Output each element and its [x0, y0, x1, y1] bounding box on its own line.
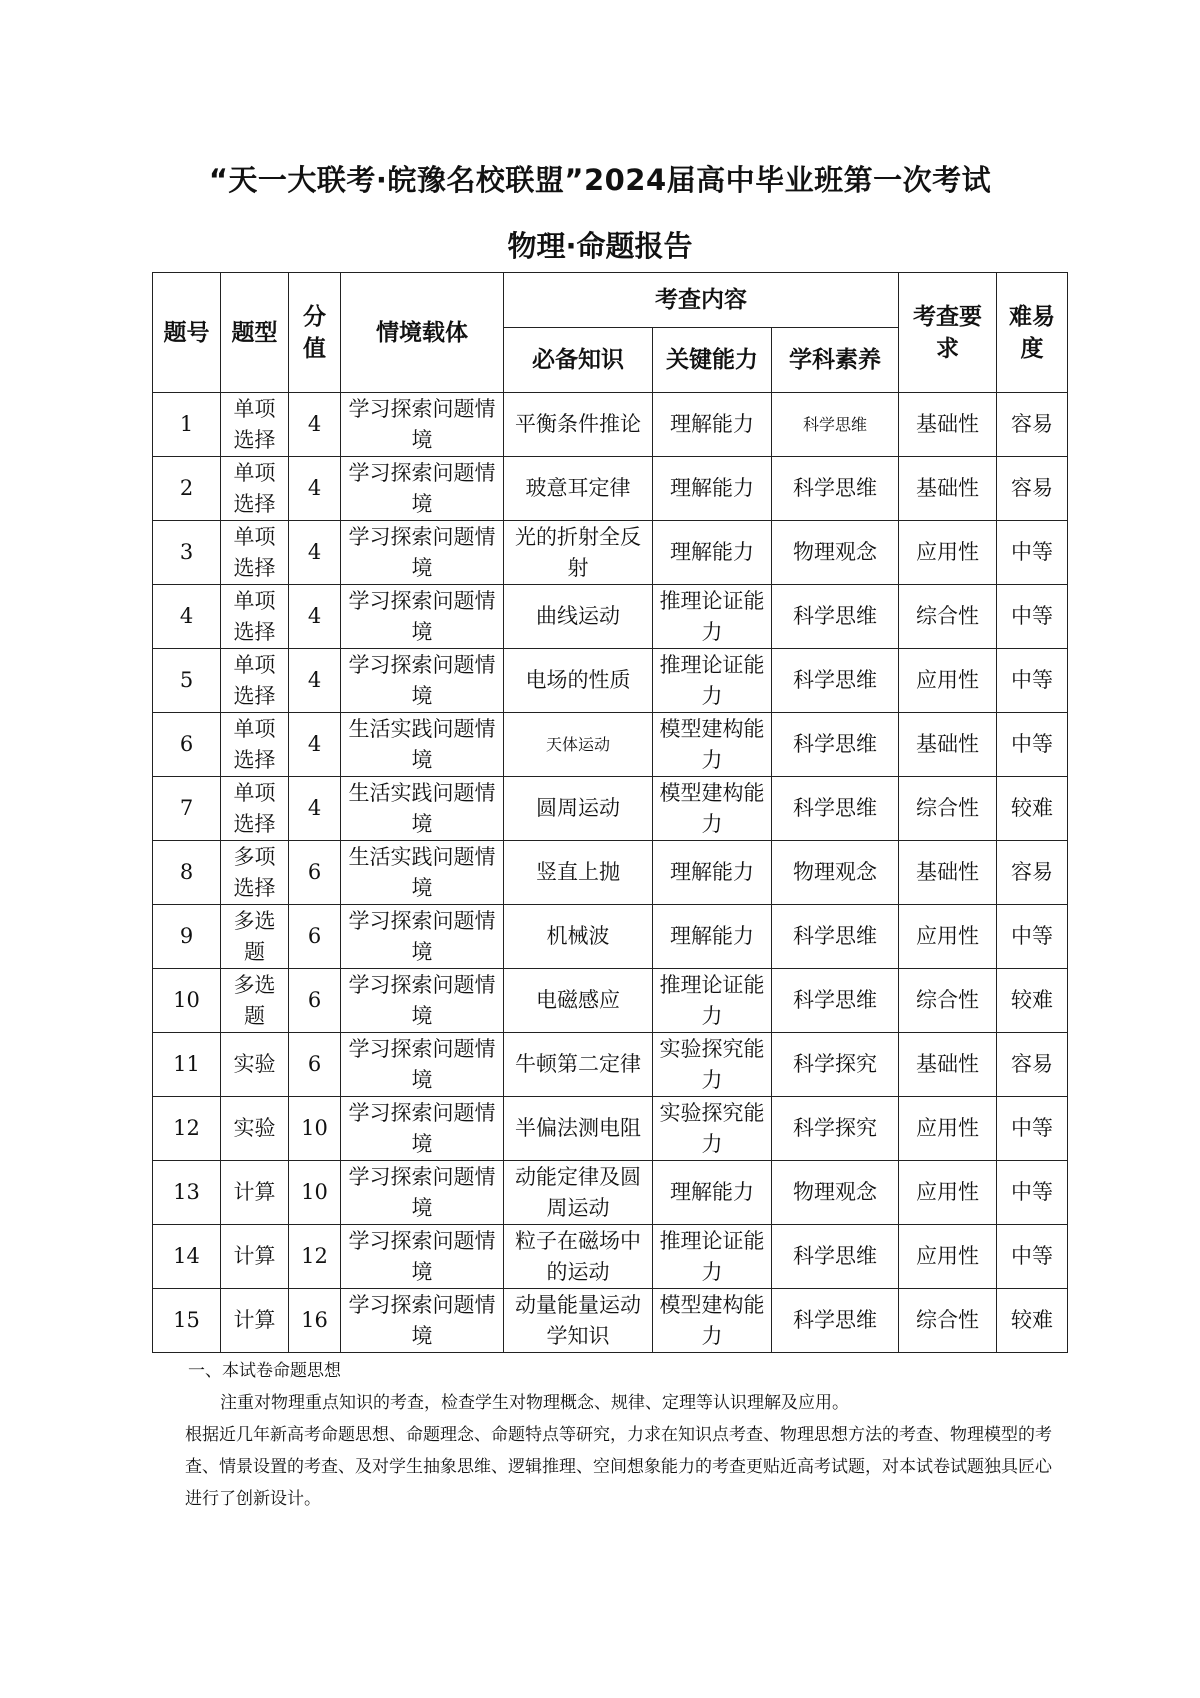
cell-requirement: 应用性: [899, 1097, 997, 1161]
cell-literacy: 科学思维: [772, 1289, 899, 1353]
cell-score: 4: [289, 777, 341, 841]
cell-context: 生活实践问题情境: [341, 777, 504, 841]
cell-ability: 理解能力: [653, 521, 772, 585]
cell-difficulty: 中等: [997, 1225, 1068, 1289]
header-knowledge: 必备知识: [504, 328, 653, 393]
proposition-table: [152, 272, 1068, 1353]
cell-type: 单项选择: [221, 393, 289, 457]
cell-literacy: 科学探究: [772, 1033, 899, 1097]
cell-score: 10: [289, 1097, 341, 1161]
cell-num: 3: [153, 521, 221, 585]
cell-ability: 理解能力: [653, 393, 772, 457]
header-literacy: 学科素养: [772, 328, 899, 393]
cell-literacy: 科学思维: [772, 457, 899, 521]
cell-type: 计算: [221, 1161, 289, 1225]
cell-requirement: 基础性: [899, 841, 997, 905]
cell-num: 12: [153, 1097, 221, 1161]
cell-knowledge: 平衡条件推论: [504, 393, 653, 457]
cell-difficulty: 中等: [997, 585, 1068, 649]
cell-context: 学习探索问题情境: [341, 585, 504, 649]
cell-knowledge: 曲线运动: [504, 585, 653, 649]
table-row: [153, 649, 1068, 713]
cell-num: 14: [153, 1225, 221, 1289]
cell-num: 10: [153, 969, 221, 1033]
cell-context: 生活实践问题情境: [341, 841, 504, 905]
cell-ability: 理解能力: [653, 1161, 772, 1225]
cell-score: 10: [289, 1161, 341, 1225]
cell-difficulty: 中等: [997, 1097, 1068, 1161]
report-title: “天一大联考·皖豫名校联盟”2024届高中毕业班第一次考试: [208, 163, 992, 197]
cell-type: 单项选择: [221, 713, 289, 777]
cell-ability: 实验探究能力: [653, 1033, 772, 1097]
table-body: [153, 393, 1068, 1353]
cell-literacy: 科学思维: [772, 393, 899, 457]
cell-requirement: 应用性: [899, 649, 997, 713]
notes-heading: 一、本试卷命题思想: [188, 1361, 341, 1381]
table-row: [153, 841, 1068, 905]
cell-ability: 模型建构能力: [653, 777, 772, 841]
cell-knowledge: 天体运动: [504, 713, 653, 777]
cell-context: 学习探索问题情境: [341, 521, 504, 585]
cell-ability: 实验探究能力: [653, 1097, 772, 1161]
notes-paragraph: 根据近几年新高考命题思想、命题理念、命题特点等研究，力求在知识点考查、物理思想方法的考查、物理模型的考查、情景设置的考查、及对学生抽象思维、逻辑推理、空间想象能力的考查更贴近高考试题，对本试卷试题独具匠心进行了创新设计。: [185, 1425, 1052, 1509]
cell-difficulty: 中等: [997, 713, 1068, 777]
table-row: [153, 521, 1068, 585]
cell-type: 计算: [221, 1289, 289, 1353]
cell-score: 4: [289, 393, 341, 457]
cell-difficulty: 容易: [997, 457, 1068, 521]
cell-num: 13: [153, 1161, 221, 1225]
cell-ability: 理解能力: [653, 457, 772, 521]
cell-difficulty: 容易: [997, 1033, 1068, 1097]
cell-requirement: 基础性: [899, 713, 997, 777]
table-row: [153, 457, 1068, 521]
table-row: [153, 393, 1068, 457]
cell-num: 7: [153, 777, 221, 841]
cell-type: 单项选择: [221, 649, 289, 713]
cell-score: 4: [289, 585, 341, 649]
cell-literacy: 物理观念: [772, 841, 899, 905]
cell-ability: 理解能力: [653, 905, 772, 969]
cell-requirement: 综合性: [899, 585, 997, 649]
cell-type: 多选题: [221, 969, 289, 1033]
cell-requirement: 基础性: [899, 457, 997, 521]
table-row: [153, 713, 1068, 777]
cell-literacy: 科学探究: [772, 1097, 899, 1161]
cell-type: 实验: [221, 1097, 289, 1161]
cell-difficulty: 较难: [997, 969, 1068, 1033]
cell-ability: 推理论证能力: [653, 649, 772, 713]
cell-difficulty: 容易: [997, 841, 1068, 905]
cell-knowledge: 牛顿第二定律: [504, 1033, 653, 1097]
cell-num: 1: [153, 393, 221, 457]
table-row: [153, 777, 1068, 841]
header-context: 情境载体: [341, 273, 504, 393]
cell-literacy: 科学思维: [772, 777, 899, 841]
cell-ability: 推理论证能力: [653, 585, 772, 649]
cell-requirement: 应用性: [899, 1161, 997, 1225]
cell-context: 学习探索问题情境: [341, 1289, 504, 1353]
cell-num: 2: [153, 457, 221, 521]
table-row: [153, 1097, 1068, 1161]
header-difficulty: 难易度: [997, 273, 1068, 393]
cell-context: 学习探索问题情境: [341, 1161, 504, 1225]
cell-num: 6: [153, 713, 221, 777]
cell-knowledge: 机械波: [504, 905, 653, 969]
cell-difficulty: 中等: [997, 649, 1068, 713]
cell-context: 学习探索问题情境: [341, 457, 504, 521]
cell-type: 实验: [221, 1033, 289, 1097]
cell-requirement: 应用性: [899, 1225, 997, 1289]
cell-context: 生活实践问题情境: [341, 713, 504, 777]
cell-knowledge: 玻意耳定律: [504, 457, 653, 521]
cell-knowledge: 光的折射全反射: [504, 521, 653, 585]
cell-requirement: 综合性: [899, 969, 997, 1033]
cell-score: 4: [289, 649, 341, 713]
header-type: 题型: [221, 273, 289, 393]
cell-ability: 推理论证能力: [653, 1225, 772, 1289]
cell-context: 学习探索问题情境: [341, 905, 504, 969]
cell-score: 4: [289, 713, 341, 777]
table-row: [153, 969, 1068, 1033]
cell-knowledge: 竖直上抛: [504, 841, 653, 905]
cell-context: 学习探索问题情境: [341, 1225, 504, 1289]
cell-difficulty: 较难: [997, 777, 1068, 841]
cell-difficulty: 容易: [997, 393, 1068, 457]
cell-requirement: 综合性: [899, 1289, 997, 1353]
cell-knowledge: 半偏法测电阻: [504, 1097, 653, 1161]
cell-requirement: 综合性: [899, 777, 997, 841]
cell-ability: 模型建构能力: [653, 1289, 772, 1353]
cell-score: 6: [289, 905, 341, 969]
cell-literacy: 物理观念: [772, 521, 899, 585]
header-content-group: 考查内容: [504, 273, 899, 328]
report-subtitle: 物理·命题报告: [507, 229, 693, 263]
cell-type: 计算: [221, 1225, 289, 1289]
cell-type: 单项选择: [221, 777, 289, 841]
cell-literacy: 科学思维: [772, 969, 899, 1033]
table-row: [153, 1289, 1068, 1353]
cell-context: 学习探索问题情境: [341, 393, 504, 457]
cell-difficulty: 中等: [997, 521, 1068, 585]
cell-score: 4: [289, 457, 341, 521]
cell-literacy: 科学思维: [772, 649, 899, 713]
cell-num: 8: [153, 841, 221, 905]
cell-type: 单项选择: [221, 521, 289, 585]
cell-literacy: 科学思维: [772, 1225, 899, 1289]
cell-context: 学习探索问题情境: [341, 1033, 504, 1097]
table-row: [153, 585, 1068, 649]
cell-requirement: 基础性: [899, 393, 997, 457]
cell-type: 多项选择: [221, 841, 289, 905]
cell-ability: 推理论证能力: [653, 969, 772, 1033]
header-num: 题号: [153, 273, 221, 393]
cell-requirement: 应用性: [899, 905, 997, 969]
header-requirement: 考查要求: [899, 273, 997, 393]
header-score: 分值: [289, 273, 341, 393]
cell-knowledge: 粒子在磁场中的运动: [504, 1225, 653, 1289]
cell-difficulty: 中等: [997, 1161, 1068, 1225]
cell-difficulty: 中等: [997, 905, 1068, 969]
cell-literacy: 科学思维: [772, 713, 899, 777]
cell-score: 6: [289, 841, 341, 905]
cell-context: 学习探索问题情境: [341, 649, 504, 713]
cell-context: 学习探索问题情境: [341, 969, 504, 1033]
cell-knowledge: 动量能量运动学知识: [504, 1289, 653, 1353]
cell-score: 12: [289, 1225, 341, 1289]
notes-section: [185, 1355, 1068, 1515]
cell-type: 单项选择: [221, 457, 289, 521]
cell-literacy: 物理观念: [772, 1161, 899, 1225]
cell-knowledge: 动能定律及圆周运动: [504, 1161, 653, 1225]
cell-knowledge: 圆周运动: [504, 777, 653, 841]
cell-num: 15: [153, 1289, 221, 1353]
cell-requirement: 基础性: [899, 1033, 997, 1097]
header-ability: 关键能力: [653, 328, 772, 393]
cell-type: 单项选择: [221, 585, 289, 649]
cell-num: 4: [153, 585, 221, 649]
table-row: [153, 905, 1068, 969]
cell-knowledge: 电场的性质: [504, 649, 653, 713]
cell-type: 多选题: [221, 905, 289, 969]
table-row: [153, 1225, 1068, 1289]
cell-num: 11: [153, 1033, 221, 1097]
table-row: [153, 1161, 1068, 1225]
cell-num: 9: [153, 905, 221, 969]
cell-score: 4: [289, 521, 341, 585]
cell-score: 6: [289, 969, 341, 1033]
cell-context: 学习探索问题情境: [341, 1097, 504, 1161]
cell-score: 6: [289, 1033, 341, 1097]
cell-literacy: 科学思维: [772, 905, 899, 969]
cell-ability: 理解能力: [653, 841, 772, 905]
cell-difficulty: 较难: [997, 1289, 1068, 1353]
cell-knowledge: 电磁感应: [504, 969, 653, 1033]
notes-line: 注重对物理重点知识的考查，检查学生对物理概念、规律、定理等认识理解及应用。: [220, 1393, 849, 1413]
table-row: [153, 1033, 1068, 1097]
cell-ability: 模型建构能力: [653, 713, 772, 777]
cell-num: 5: [153, 649, 221, 713]
cell-literacy: 科学思维: [772, 585, 899, 649]
cell-requirement: 应用性: [899, 521, 997, 585]
cell-score: 16: [289, 1289, 341, 1353]
